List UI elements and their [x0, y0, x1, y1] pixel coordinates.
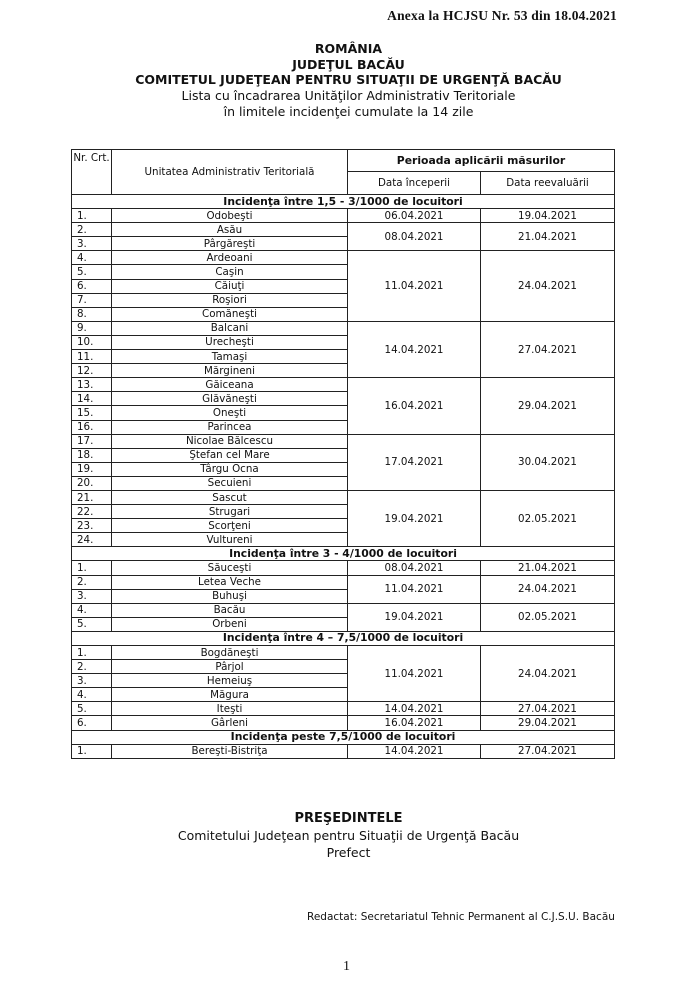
- row-number: 5.: [72, 702, 112, 716]
- start-date: 11.04.2021: [348, 575, 481, 603]
- header-nr-crt: Nr. Crt.: [72, 150, 112, 195]
- row-number: 13.: [72, 378, 112, 392]
- uat-name: Odobeşti: [112, 209, 348, 223]
- annex-reference: Anexa la HCJSU Nr. 53 din 18.04.2021: [387, 8, 617, 23]
- section-title: Incidenţa între 1,5 - 3/1000 de locuitori: [72, 195, 615, 209]
- subtitle-line-1: Lista cu încadrarea Unităţilor Administrativ Teritoriale: [181, 87, 516, 103]
- review-date: 30.04.2021: [481, 434, 615, 490]
- table-row: [72, 744, 615, 758]
- uat-name: Letea Veche: [112, 575, 348, 589]
- header-uat: Unitatea Administrativ Teritorială: [112, 150, 348, 195]
- review-date: 21.04.2021: [481, 561, 615, 575]
- start-date: 08.04.2021: [348, 561, 481, 575]
- uat-name: Comăneşti: [112, 307, 348, 321]
- start-date: 19.04.2021: [348, 490, 481, 546]
- row-number: 11.: [72, 350, 112, 364]
- row-number: 1.: [72, 561, 112, 575]
- signature-line-2: Prefect: [326, 845, 371, 860]
- table-body: [72, 195, 615, 759]
- start-date: 06.04.2021: [348, 209, 481, 223]
- row-number: 4.: [72, 251, 112, 265]
- uat-name: Buhuşi: [112, 589, 348, 603]
- start-date: 11.04.2021: [348, 251, 481, 321]
- document-heading: [0, 41, 697, 120]
- uat-name: Oneşti: [112, 406, 348, 420]
- country-title: ROMÂNIA: [314, 41, 383, 56]
- table-row: [72, 490, 615, 504]
- table-row: [72, 575, 615, 589]
- uat-name: Secuieni: [112, 476, 348, 490]
- section-header-row: [72, 730, 615, 744]
- review-date: 21.04.2021: [481, 223, 615, 251]
- uat-name: Sascut: [112, 490, 348, 504]
- row-number: 23.: [72, 519, 112, 533]
- start-date: 14.04.2021: [348, 702, 481, 716]
- uat-name: Vultureni: [112, 533, 348, 547]
- review-date: 27.04.2021: [481, 744, 615, 758]
- uat-name: Săuceşti: [112, 561, 348, 575]
- uat-name: Târgu Ocna: [112, 462, 348, 476]
- start-date: 14.04.2021: [348, 744, 481, 758]
- start-date: 14.04.2021: [348, 321, 481, 377]
- section-title: Incidenţa între 4 – 7,5/1000 de locuitori: [72, 631, 615, 645]
- row-number: 22.: [72, 505, 112, 519]
- header-review-date: Data reevaluării: [481, 172, 615, 195]
- row-number: 2.: [72, 223, 112, 237]
- row-number: 17.: [72, 434, 112, 448]
- table-row: [72, 209, 615, 223]
- row-number: 6.: [72, 279, 112, 293]
- review-date: 24.04.2021: [481, 251, 615, 321]
- row-number: 16.: [72, 420, 112, 434]
- row-number: 3.: [72, 674, 112, 688]
- review-date: 02.05.2021: [481, 490, 615, 546]
- start-date: 16.04.2021: [348, 716, 481, 730]
- row-number: 8.: [72, 307, 112, 321]
- row-number: 5.: [72, 265, 112, 279]
- uat-name: Găiceana: [112, 378, 348, 392]
- row-number: 1.: [72, 744, 112, 758]
- uat-name: Urecheşti: [112, 335, 348, 349]
- row-number: 15.: [72, 406, 112, 420]
- row-number: 9.: [72, 321, 112, 335]
- section-header-row: [72, 547, 615, 561]
- review-date: 24.04.2021: [481, 575, 615, 603]
- row-number: 3.: [72, 589, 112, 603]
- signature-title: PREŞEDINTELE: [294, 811, 403, 826]
- review-date: 24.04.2021: [481, 646, 615, 702]
- uat-name: Hemeiuş: [112, 674, 348, 688]
- uat-name: Caşin: [112, 265, 348, 279]
- uat-name: Asău: [112, 223, 348, 237]
- row-number: 6.: [72, 716, 112, 730]
- uat-name: Ardeoani: [112, 251, 348, 265]
- uat-name: Pârjol: [112, 660, 348, 674]
- row-number: 4.: [72, 688, 112, 702]
- row-number: 20.: [72, 476, 112, 490]
- row-number: 10.: [72, 335, 112, 349]
- review-date: 27.04.2021: [481, 702, 615, 716]
- uat-name: Nicolae Bălcescu: [112, 434, 348, 448]
- review-date: 19.04.2021: [481, 209, 615, 223]
- row-number: 12.: [72, 364, 112, 378]
- table-row: [72, 603, 615, 617]
- table-row: [72, 561, 615, 575]
- row-number: 21.: [72, 490, 112, 504]
- header-period: Perioada aplicării măsurilor: [348, 150, 615, 172]
- uat-name: Mărgineni: [112, 364, 348, 378]
- uat-name: Bogdăneşti: [112, 646, 348, 660]
- uat-name: Gârleni: [112, 716, 348, 730]
- signature-line-1: Comitetului Judeţean pentru Situaţii de Urgenţă Bacău: [177, 828, 520, 843]
- row-number: 14.: [72, 392, 112, 406]
- section-header-row: [72, 195, 615, 209]
- table-row: [72, 321, 615, 335]
- table-row: [72, 702, 615, 716]
- uat-name: Glăvăneşti: [112, 392, 348, 406]
- committee-title: COMITETUL JUDEŢEAN PENTRU SITUAŢII DE URGENŢĂ BACĂU: [135, 72, 562, 87]
- uat-name: Roşiori: [112, 293, 348, 307]
- start-date: 19.04.2021: [348, 603, 481, 631]
- start-date: 16.04.2021: [348, 378, 481, 434]
- table-row: [72, 251, 615, 265]
- page-number: 1: [343, 959, 350, 974]
- table-row: [72, 378, 615, 392]
- uat-name: Pârgăreşti: [112, 237, 348, 251]
- uat-name: Ştefan cel Mare: [112, 448, 348, 462]
- table-row: [72, 646, 615, 660]
- uat-name: Căiuţi: [112, 279, 348, 293]
- row-number: 1.: [72, 209, 112, 223]
- row-number: 24.: [72, 533, 112, 547]
- section-title: Incidenţa peste 7,5/1000 de locuitori: [72, 730, 615, 744]
- row-number: 2.: [72, 575, 112, 589]
- table-row: [72, 716, 615, 730]
- row-number: 5.: [72, 617, 112, 631]
- uat-name: Iteşti: [112, 702, 348, 716]
- section-header-row: [72, 631, 615, 645]
- uat-name: Măgura: [112, 688, 348, 702]
- uat-name: Tamaşi: [112, 350, 348, 364]
- header-start-date: Data începerii: [348, 172, 481, 195]
- uat-name: Orbeni: [112, 617, 348, 631]
- uat-name: Strugari: [112, 505, 348, 519]
- review-date: 27.04.2021: [481, 321, 615, 377]
- row-number: 1.: [72, 646, 112, 660]
- drafted-by: Redactat: Secretariatul Tehnic Permanent al C.J.S.U. Bacău: [307, 911, 615, 923]
- table-row: [72, 434, 615, 448]
- uat-name: Parincea: [112, 420, 348, 434]
- uat-incidence-table: [71, 149, 615, 759]
- start-date: 17.04.2021: [348, 434, 481, 490]
- county-title: JUDEŢUL BACĂU: [292, 56, 405, 72]
- uat-name: Bacău: [112, 603, 348, 617]
- review-date: 29.04.2021: [481, 378, 615, 434]
- signature-block: [0, 810, 697, 861]
- start-date: 08.04.2021: [348, 223, 481, 251]
- uat-name: Balcani: [112, 321, 348, 335]
- review-date: 02.05.2021: [481, 603, 615, 631]
- review-date: 29.04.2021: [481, 716, 615, 730]
- row-number: 19.: [72, 462, 112, 476]
- row-number: 7.: [72, 293, 112, 307]
- uat-name: Bereşti-Bistriţa: [112, 744, 348, 758]
- subtitle-line-2: în limitele incidenţei cumulate la 14 zile: [223, 103, 474, 119]
- section-title: Incidenţa între 3 - 4/1000 de locuitori: [72, 547, 615, 561]
- start-date: 11.04.2021: [348, 646, 481, 702]
- table-row: [72, 223, 615, 237]
- row-number: 18.: [72, 448, 112, 462]
- row-number: 2.: [72, 660, 112, 674]
- row-number: 4.: [72, 603, 112, 617]
- uat-name: Scorţeni: [112, 519, 348, 533]
- row-number: 3.: [72, 237, 112, 251]
